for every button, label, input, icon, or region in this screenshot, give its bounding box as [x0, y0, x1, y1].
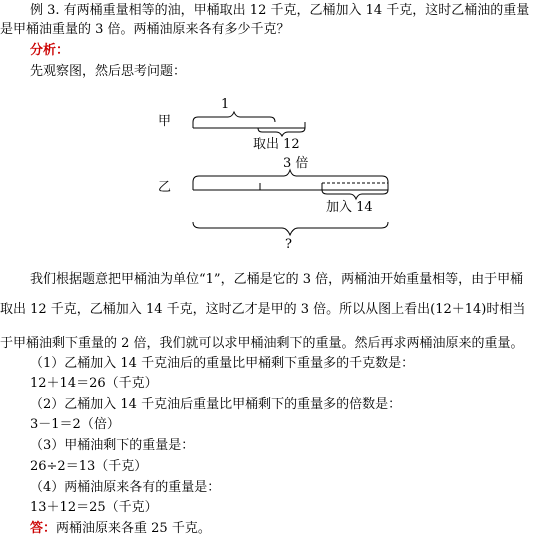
answer-line: [30, 521, 211, 537]
answer-prefix: 答：: [30, 521, 57, 536]
jia-unit-label: 1: [221, 97, 230, 112]
explanation-line-2: 取出 12 千克，乙桶加入 14 千克，这时乙才是甲的 3 倍。所以从图上看出(12＋14)时相当: [0, 302, 526, 317]
answer-text: 两桶油原来各重 25 千克。: [56, 521, 211, 536]
step-3-label: （3）甲桶油剩下的重量是：: [30, 438, 195, 453]
step-3-formula: 26÷2＝13（千克）: [30, 459, 148, 474]
analysis-intro: 先观察图，然后思考问题：: [30, 64, 187, 79]
problem-line-2: 是甲桶油重量的 3 倍。两桶油原来各有多少千克？: [0, 22, 290, 37]
jia-take-label: 取出 12: [253, 137, 300, 152]
step-4-label: （4）两桶油原来各有的重量是：: [30, 480, 221, 495]
problem-line-1: 例 3. 有两桶重量相等的油，甲桶取出 12 千克，乙桶加入 14 千克，这时乙桶油的重量: [30, 3, 530, 18]
jia-unit-brace: [193, 112, 275, 122]
step-2-label: （2）乙桶加入 14 千克油后重量比甲桶剩下的重量多的倍数是：: [30, 397, 402, 412]
yi-add-brace: [322, 190, 388, 199]
total-brace: [193, 222, 388, 235]
yi-label: 乙: [158, 180, 172, 195]
step-1-formula: 12＋14＝26（千克）: [30, 376, 158, 391]
total-label: ?: [285, 237, 292, 252]
jia-label: 甲: [158, 114, 172, 129]
yi-times-label: 3 倍: [283, 156, 309, 171]
step-2-formula: 3－1＝2（倍）: [30, 417, 120, 432]
step-1-label: （1）乙桶加入 14 千克油后的重量比甲桶剩下重量多的千克数是：: [30, 356, 415, 371]
analysis-heading: 分析：: [30, 43, 70, 58]
jia-take-brace: [258, 128, 305, 136]
yi-times-brace: [193, 170, 388, 182]
yi-add-label: 加入 14: [326, 200, 373, 215]
step-4-formula: 13＋12＝25（千克）: [30, 500, 158, 515]
explanation-line-1: 我们根据题意把甲桶油为单位“1”，乙桶是它的 3 倍，两桶油开始重量相等，由于甲桶: [30, 272, 524, 287]
explanation-line-3: 于甲桶油剩下重量的 2 倍，我们就可以求甲桶油剩下的重量。然后再求两桶油原来的重量。: [0, 336, 524, 351]
